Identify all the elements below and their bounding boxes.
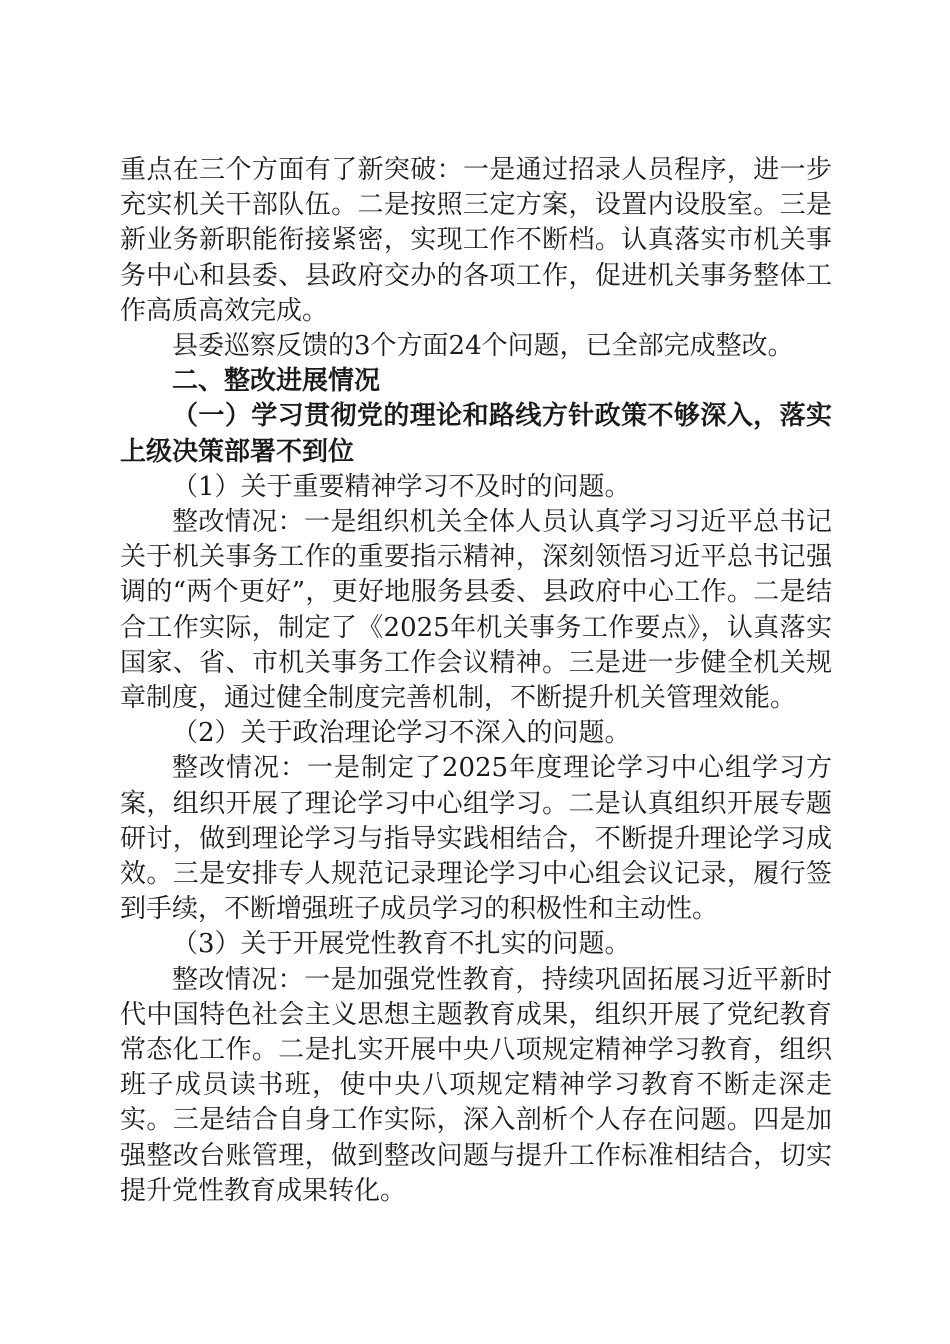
paragraph-continuation: 重点在三个方面有了新突破：一是通过招录人员程序，进一步充实机关干部队伍。二是按照三定方案，设置内设股室。三是新业务新职能衔接紧密，实现工作不断档。认真落实市机关事务中心和县委、县政府交办的各项工作，促进机关事务整体工作高质高效完成。 <box>120 155 832 326</box>
item-heading-3: （3）关于开展党性教育不扎实的问题。 <box>172 929 631 960</box>
item-body-1: 整改情况：一是组织机关全体人员认真学习习近平总书记关于机关事务工作的重要指示精神，深刻领悟习近平总书记强调的“两个更好”，更好地服务县委、县政府中心工作。二是结合工作实际，制定了《2025年机关事务工作要点》，认真落实国家、省、市机关事务工作会议精神。三是进一步健全机关规章制度，通过健全制度完善机制，不断提升机关管理效能。 <box>120 507 832 714</box>
section-heading: 二、整改进展情况 <box>172 366 381 397</box>
document-body <box>120 153 832 1209</box>
item-heading-1: （1）关于重要精神学习不及时的问题。 <box>172 471 631 502</box>
paragraph-summary: 县委巡察反馈的3个方面24个问题，已全部完成整改。 <box>172 331 794 362</box>
item-body-3: 整改情况：一是加强党性教育，持续巩固拓展习近平新时代中国特色社会主义思想主题教育成果，组织开展了党纪教育常态化工作。二是扎实开展中央八项规定精神学习教育，组织班子成员读书班，使中央八项规定精神学习教育不断走深走实。三是结合自身工作实际，深入剖析个人存在问题。四是加强整改台账管理，做到整改问题与提升工作标准相结合，切实提升党性教育成果转化。 <box>120 964 832 1206</box>
item-heading-2: （2）关于政治理论学习不深入的问题。 <box>172 718 631 749</box>
subsection-heading: （一）学习贯彻党的理论和路线方针政策不够深入，落实上级决策部署不到位 <box>120 401 832 467</box>
item-body-2: 整改情况：一是制定了2025年度理论学习中心组学习方案，组织开展了理论学习中心组学习。二是认真组织开展专题研讨，做到理论学习与指导实践相结合，不断提升理论学习成效。三是安排专人规范记录理论学习中心组会议记录，履行签到手续，不断增强班子成员学习的积极性和主动性。 <box>120 753 832 925</box>
